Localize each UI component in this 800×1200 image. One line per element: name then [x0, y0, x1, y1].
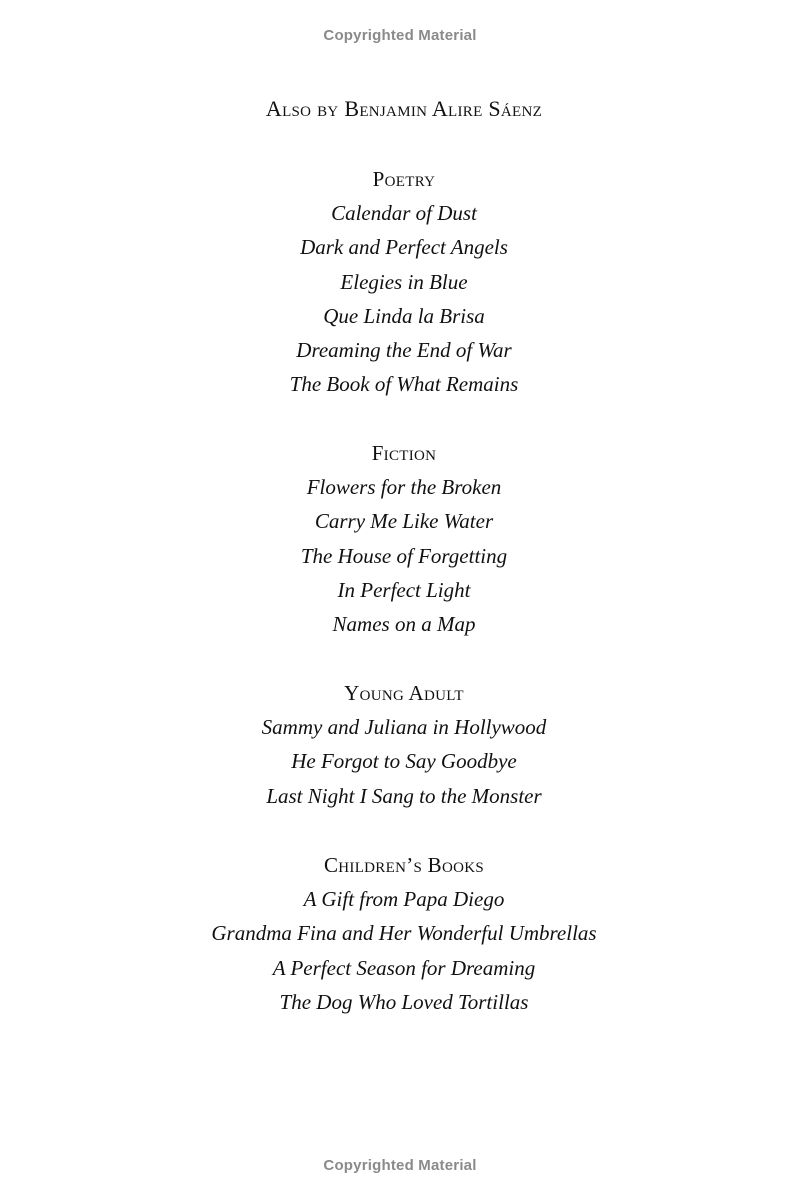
section-title: Children’s Books [323, 853, 485, 877]
section-poetry [0, 162, 800, 402]
book-title: The Dog Who Loved Tortillas [279, 989, 529, 1014]
section-young-adult [0, 676, 800, 813]
book-title: Carry Me Like Water [314, 509, 494, 534]
page-heading: Also by Benjamin Alire Sáenz [265, 96, 543, 121]
section-fiction [0, 436, 800, 641]
book-title: Flowers for the Broken [306, 475, 502, 499]
book-title: A Gift from Papa Diego [303, 887, 505, 911]
copyright-watermark-bottom: Copyrighted Material [323, 1157, 477, 1174]
book-title: He Forgot to Say Goodbye [291, 749, 517, 774]
copyright-watermark-top: Copyrighted Material [323, 27, 477, 44]
book-title: The Book of What Remains [289, 372, 519, 397]
book-title: Last Night I Sang to the Monster [266, 783, 542, 808]
book-title: A Perfect Season for Dreaming [272, 955, 536, 980]
book-title: Dreaming the End of War [296, 338, 512, 363]
book-title: Sammy and Juliana in Hollywood [261, 715, 547, 739]
section-title: Fiction [371, 441, 437, 465]
section-childrens-books [0, 848, 800, 1019]
section-title: Young Adult [344, 681, 464, 705]
book-title: Calendar of Dust [331, 201, 477, 225]
book-title: In Perfect Light [337, 577, 471, 602]
book-title: Dark and Perfect Angels [300, 235, 508, 260]
book-title: Elegies in Blue [340, 269, 468, 294]
book-title: The House of Forgetting [300, 543, 508, 568]
book-title: Names on a Map [332, 612, 476, 637]
book-title: Grandma Fina and Her Wonderful Umbrellas [211, 921, 597, 946]
book-title: Que Linda la Brisa [323, 303, 485, 328]
section-title: Poetry [372, 167, 436, 191]
